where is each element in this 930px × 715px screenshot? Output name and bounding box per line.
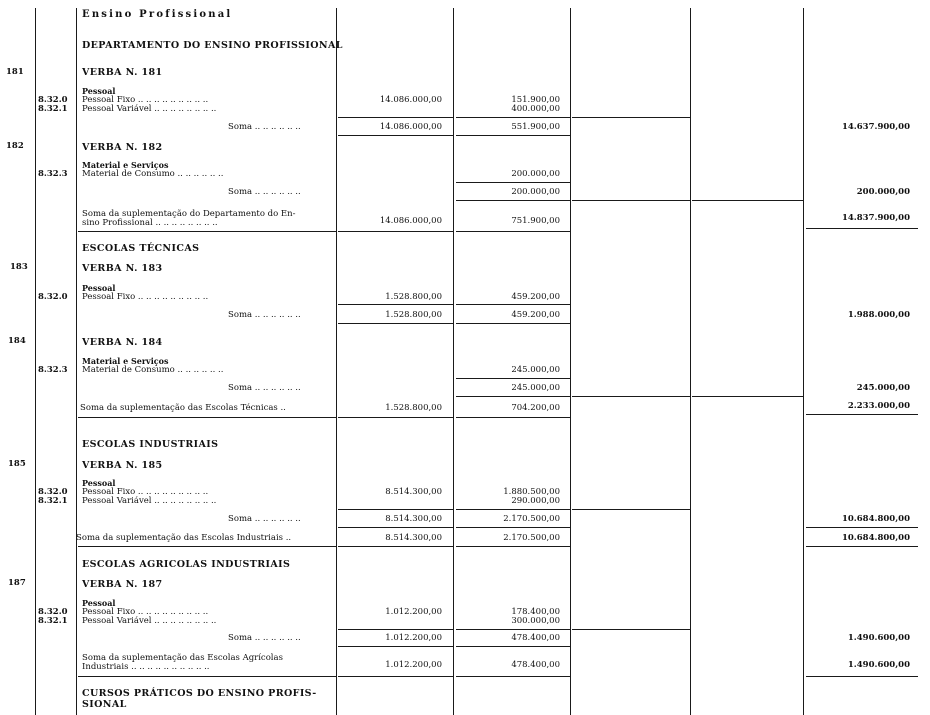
soma-rule [456, 396, 570, 397]
verba-number: 182 [6, 141, 24, 151]
item-code: 8.32.3 [38, 169, 68, 179]
column-rule-left [35, 8, 36, 715]
soma-rule [456, 629, 570, 630]
subtotal-label: Soma da suplementação do Departamento do En- [82, 209, 296, 219]
subtotal-col2: 2.170.500,00 [503, 533, 560, 543]
soma-rule [692, 396, 803, 397]
verba-number: 183 [10, 262, 28, 272]
item-label: Pessoal Fixo .. .. .. .. .. .. .. .. .. [82, 487, 209, 497]
soma-rule [338, 304, 453, 305]
column-rule-col2 [570, 8, 571, 715]
item-col1: 8.514.300,00 [385, 487, 442, 497]
section-rule [456, 546, 570, 547]
soma-rule [456, 509, 570, 510]
subtotal-label: sino Profissional .. .. .. .. .. .. .. .. [82, 218, 218, 228]
subtotal-col1: 1.528.800,00 [385, 403, 442, 413]
soma-col2: 551.900,00 [511, 122, 560, 132]
item-code: 8.32.1 [38, 616, 68, 626]
item-code: 8.32.0 [38, 607, 68, 617]
soma-label: Soma .. .. .. .. .. .. [228, 187, 301, 197]
verba-number: 185 [8, 459, 26, 469]
verba-title: VERBA N. 183 [82, 263, 163, 274]
soma-rule [572, 200, 690, 201]
soma-rule [338, 323, 453, 324]
subtotal-label: Soma da suplementação das Escolas Agrícolas [82, 653, 283, 663]
soma-total: 200.000,00 [856, 187, 910, 197]
item-col2: 245.000,00 [511, 365, 560, 375]
soma-label: Soma .. .. .. .. .. .. [228, 514, 301, 524]
item-col1: 1.012.200,00 [385, 607, 442, 617]
item-label: Pessoal Variável .. .. .. .. .. .. .. .. [82, 104, 217, 114]
section-rule [338, 231, 453, 232]
item-label: Pessoal Fixo .. .. .. .. .. .. .. .. .. [82, 292, 209, 302]
soma-col1: 1.528.800,00 [385, 310, 442, 320]
item-col2: 1.880.500,00 [503, 487, 560, 497]
item-code: 8.32.0 [38, 292, 68, 302]
soma-col2: 245.000,00 [511, 383, 560, 393]
soma-rule [572, 396, 690, 397]
soma-total: 245.000,00 [856, 383, 910, 393]
soma-col2: 459.200,00 [511, 310, 560, 320]
section-rule [456, 676, 570, 677]
section-rule [338, 546, 453, 547]
item-code: 8.32.1 [38, 496, 68, 506]
item-code: 8.32.0 [38, 95, 68, 105]
section-rule [456, 231, 570, 232]
item-code: 8.32.1 [38, 104, 68, 114]
soma-rule [338, 629, 453, 630]
subtotal-col1: 8.514.300,00 [385, 533, 442, 543]
section-rule [78, 231, 336, 232]
section-title-industriais: ESCOLAS INDUSTRIAIS [82, 439, 219, 450]
item-col2: 200.000,00 [511, 169, 560, 179]
subtotal-total: 2.233.000,00 [847, 401, 910, 411]
item-label: Material de Consumo .. .. .. .. .. .. [82, 169, 224, 179]
item-col2: 459.200,00 [511, 292, 560, 302]
section-rule [806, 676, 918, 677]
verba-title: VERBA N. 187 [82, 579, 163, 590]
soma-rule [572, 117, 690, 118]
column-rule-col3 [690, 8, 691, 715]
soma-rule [456, 200, 570, 201]
item-label: Pessoal Fixo .. .. .. .. .. .. .. .. .. [82, 95, 209, 105]
item-label: Pessoal Variável .. .. .. .. .. .. .. .. [82, 616, 217, 626]
section-title-agricolas: ESCOLAS AGRICOLAS INDUSTRIAIS [82, 559, 291, 570]
soma-total: 10.684.800,00 [841, 514, 910, 524]
subtotal-col2: 478.400,00 [511, 660, 560, 670]
subtotal-total: 1.490.600,00 [847, 660, 910, 670]
section-rule [78, 417, 336, 418]
item-label: Pessoal Fixo .. .. .. .. .. .. .. .. .. [82, 607, 209, 617]
verba-title: VERBA N. 182 [82, 142, 163, 153]
soma-col2: 478.400,00 [511, 633, 560, 643]
verba-title: VERBA N. 185 [82, 460, 163, 471]
section-rule [338, 417, 453, 418]
item-code: 8.32.0 [38, 487, 68, 497]
section-rule [456, 417, 570, 418]
soma-total: 1.490.600,00 [847, 633, 910, 643]
subtotal-col1: 1.012.200,00 [385, 660, 442, 670]
section-title-cursos-cont: SIONAL [82, 699, 127, 710]
soma-rule [456, 323, 570, 324]
soma-total: 14.637.900,00 [841, 122, 910, 132]
soma-rule [338, 527, 453, 528]
soma-col1: 8.514.300,00 [385, 514, 442, 524]
soma-rule [692, 200, 803, 201]
item-label: Material de Consumo .. .. .. .. .. .. [82, 365, 224, 375]
section-rule [806, 546, 918, 547]
item-col1: 14.086.000,00 [379, 95, 442, 105]
group-label: Material e Serviços [82, 356, 169, 366]
subtotal-label: Industriais .. .. .. .. .. .. .. .. .. .. [82, 662, 210, 672]
soma-total: 1.988.000,00 [847, 310, 910, 320]
item-col2: 400.000,00 [511, 104, 560, 114]
section-title-departamento: DEPARTAMENTO DO ENSINO PROFISSIONAL [82, 40, 343, 51]
column-rule-col4 [803, 8, 804, 715]
section-rule [806, 228, 918, 229]
subtotal-col2: 751.900,00 [511, 216, 560, 226]
subtotal-total: 10.684.800,00 [841, 533, 910, 543]
subtotal-col1: 14.086.000,00 [379, 216, 442, 226]
subtotal-label: Soma da suplementação das Escolas Técnicas .. [80, 403, 286, 413]
soma-rule [572, 509, 690, 510]
item-col2: 300.000,00 [511, 616, 560, 626]
section-rule [338, 676, 453, 677]
section-rule [78, 676, 336, 677]
soma-col2: 200.000,00 [511, 187, 560, 197]
soma-label: Soma .. .. .. .. .. .. [228, 633, 301, 643]
section-title-cursos: CURSOS PRÁTICOS DO ENSINO PROFIS- [82, 688, 317, 699]
soma-rule [806, 527, 918, 528]
soma-rule [338, 646, 453, 647]
subtotal-label: Soma da suplementação das Escolas Industriais .. [76, 533, 292, 543]
soma-rule [456, 527, 570, 528]
soma-rule [456, 135, 570, 136]
subtotal-col2: 704.200,00 [511, 403, 560, 413]
soma-label: Soma .. .. .. .. .. .. [228, 383, 301, 393]
column-rule-label [336, 8, 337, 715]
soma-rule [338, 135, 453, 136]
verba-number: 184 [8, 336, 26, 346]
verba-title: VERBA N. 181 [82, 67, 163, 78]
group-label: Pessoal [82, 283, 116, 293]
soma-rule [456, 117, 570, 118]
page-title: Ensino Profissional [82, 9, 233, 20]
soma-col1: 1.012.200,00 [385, 633, 442, 643]
soma-rule [572, 629, 690, 630]
item-col2: 178.400,00 [511, 607, 560, 617]
item-col1: 1.528.800,00 [385, 292, 442, 302]
soma-rule [456, 182, 570, 183]
soma-rule [338, 509, 453, 510]
column-rule-code [76, 8, 77, 715]
item-col2: 151.900,00 [511, 95, 560, 105]
section-rule [806, 414, 918, 415]
soma-rule [456, 378, 570, 379]
soma-col2: 2.170.500,00 [503, 514, 560, 524]
verba-number: 181 [6, 67, 24, 77]
soma-rule [456, 646, 570, 647]
column-rule-col1 [453, 8, 454, 715]
section-rule [78, 546, 336, 547]
verba-title: VERBA N. 184 [82, 337, 163, 348]
section-title-tecnicas: ESCOLAS TÉCNICAS [82, 243, 200, 254]
soma-rule [338, 117, 453, 118]
soma-col1: 14.086.000,00 [379, 122, 442, 132]
group-label: Pessoal [82, 86, 116, 96]
soma-label: Soma .. .. .. .. .. .. [228, 122, 301, 132]
group-label: Pessoal [82, 598, 116, 608]
group-label: Pessoal [82, 478, 116, 488]
subtotal-total: 14.837.900,00 [841, 213, 910, 223]
item-col2: 290.000,00 [511, 496, 560, 506]
item-label: Pessoal Variável .. .. .. .. .. .. .. .. [82, 496, 217, 506]
soma-rule [456, 304, 570, 305]
verba-number: 187 [8, 578, 26, 588]
soma-label: Soma .. .. .. .. .. .. [228, 310, 301, 320]
item-code: 8.32.3 [38, 365, 68, 375]
group-label: Material e Serviços [82, 160, 169, 170]
